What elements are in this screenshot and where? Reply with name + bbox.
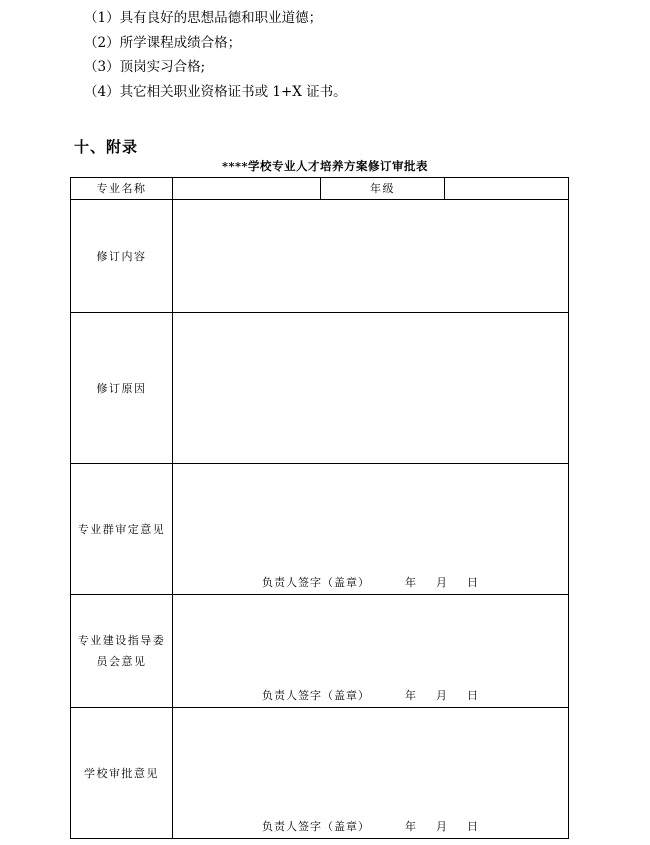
revision-reason-label: 修订原因 [71,313,173,464]
signature-label: 负责人签字（盖章） [262,689,370,702]
major-name-label: 专业名称 [71,178,173,200]
group-review-cell[interactable] [173,464,569,595]
day-label: 日 [467,689,479,702]
table-row [71,708,569,839]
signature-label: 负责人签字（盖章） [262,820,370,833]
group-review-label: 专业群审定意见 [71,464,173,595]
requirement-item: （4）其它相关职业资格证书或 1+X 证书。 [84,83,347,100]
grade-value-cell[interactable] [445,178,569,200]
year-label: 年 [405,820,417,833]
table-row [71,313,569,464]
committee-opinion-label-line1: 专业建设指导委 [77,634,166,647]
revision-reason-cell[interactable] [173,313,569,464]
requirement-item: （3）顶岗实习合格; [84,59,206,75]
signature-line [262,574,479,590]
approval-table-title: ****学校专业人才培养方案修订审批表 [221,159,429,173]
grade-label: 年级 [321,178,445,200]
table-row [71,464,569,595]
year-label: 年 [405,689,417,702]
table-row [71,200,569,313]
school-approval-label: 学校审批意见 [71,708,173,839]
signature-line [262,818,479,834]
section-title-appendix: 十、附录 [74,138,139,156]
month-label: 月 [436,576,448,589]
committee-opinion-label-line2: 员会意见 [96,655,147,668]
committee-opinion-label [71,595,173,708]
year-label: 年 [405,576,417,589]
day-label: 日 [467,576,479,589]
requirement-item: （2）所学课程成绩合格； [84,34,242,51]
approval-table [70,177,569,839]
school-approval-cell[interactable] [173,708,569,839]
committee-opinion-cell[interactable] [173,595,569,708]
day-label: 日 [467,820,479,833]
header-row [71,178,569,200]
revision-content-cell[interactable] [173,200,569,313]
requirement-item: （1）具有良好的思想品德和职业道德； [84,10,323,26]
major-name-value-cell[interactable] [173,178,321,200]
month-label: 月 [436,820,448,833]
signature-line [262,687,479,703]
graduation-requirements [84,6,347,104]
revision-content-label: 修订内容 [71,200,173,313]
signature-label: 负责人签字（盖章） [262,576,370,589]
month-label: 月 [436,689,448,702]
table-row [71,595,569,708]
